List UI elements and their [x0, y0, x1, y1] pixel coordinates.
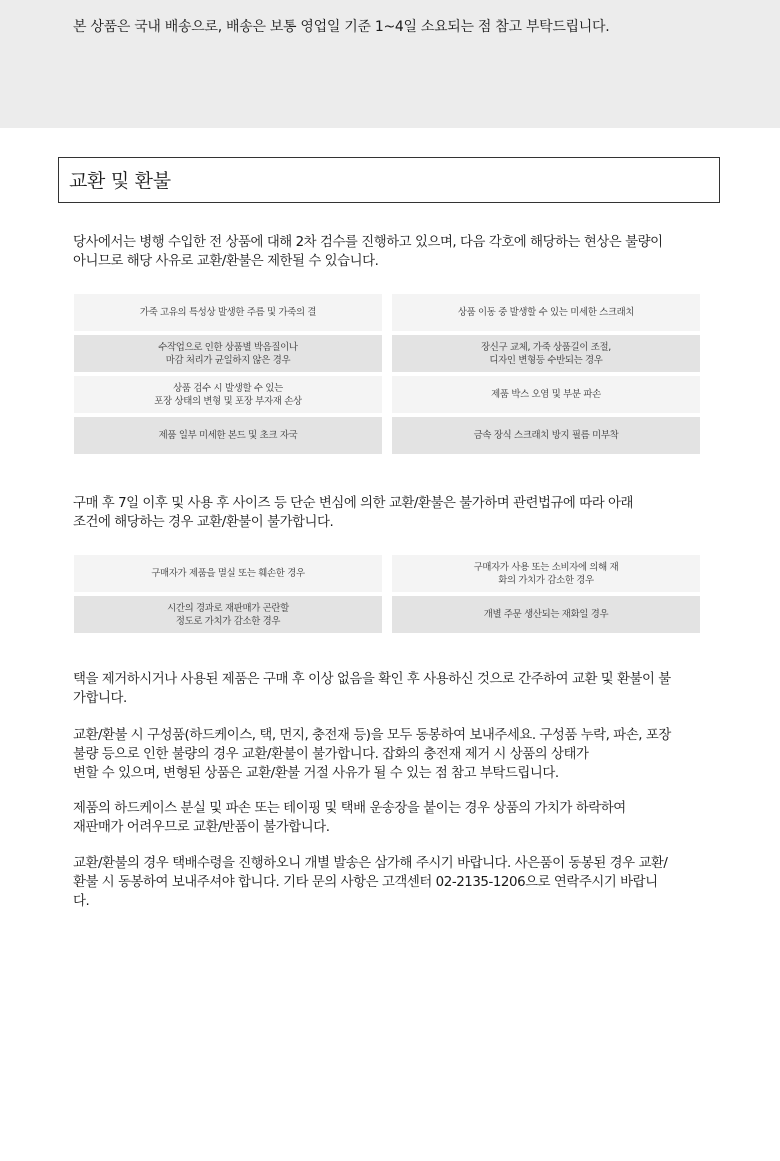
defect-cell — [392, 335, 700, 372]
defects-intro-paragraph — [73, 233, 723, 271]
tag-removal-paragraph — [73, 670, 723, 708]
defect-cell — [74, 417, 382, 454]
defect-cell — [74, 294, 382, 331]
paragraph-line: 다. — [73, 894, 90, 909]
defect-cell-text: 장신구 교체, 가죽 상품길이 조절, 디자인 변형등 수반되는 경우 — [481, 341, 611, 366]
defect-cell-text: 금속 장식 스크래치 방지 필름 미부착 — [473, 430, 619, 441]
paragraph-line: 제품의 하드케이스 분실 및 파손 또는 테이핑 및 택배 운송장을 붙이는 경우 상품의 가치가 하락하여 — [73, 801, 626, 816]
defect-cell-text: 상품 이동 중 발생할 수 있는 미세한 스크래치 — [457, 307, 635, 318]
nonrefund-cell-text: 시간의 경과로 재판매가 곤란할 정도로 가치가 감소한 경우 — [167, 602, 289, 627]
pickup-contact-paragraph — [73, 854, 723, 911]
defect-cell — [74, 376, 382, 413]
defect-cell-text: 상품 검수 시 발생할 수 있는 포장 상태의 변형 및 포장 부자재 손상 — [154, 382, 302, 407]
paragraph-line: 불량 등으로 인한 불량의 경우 교환/환불이 불가합니다. 잡화의 충전재 제거 시 상품의 상태가 — [73, 747, 589, 762]
defect-cell — [392, 376, 700, 413]
paragraph-line: 변할 수 있으며, 변형된 상품은 교환/환불 거절 사유가 될 수 있는 점 참고 부탁드립니다. — [73, 766, 559, 781]
nonrefund-grid — [74, 555, 700, 633]
paragraph-line: 교환/환불 시 구성품(하드케이스, 택, 먼지, 충전재 등)을 모두 동봉하여 보내주세요. 구성품 누락, 파손, 포장 — [73, 728, 671, 743]
paragraph-line: 재판매가 어려우므로 교환/반품이 불가합니다. — [73, 820, 330, 835]
nonrefund-cell — [392, 555, 700, 592]
hardcase-paragraph — [73, 799, 723, 837]
defect-cell-text: 수작업으로 인한 상품별 박음질이나 마감 처리가 균일하지 않은 경우 — [158, 341, 298, 366]
paragraph-line: 가합니다. — [73, 691, 127, 706]
paragraph-line: 조건에 해당하는 경우 교환/환불이 불가합니다. — [73, 515, 334, 530]
defect-cell-text: 제품 박스 오염 및 부분 파손 — [491, 389, 601, 400]
paragraph-line: 환불 시 동봉하여 보내주셔야 합니다. 기타 문의 사항은 고객센터 02-2135-1206으로 연락주시기 바랍니 — [73, 875, 658, 890]
paragraph-line: 당사에서는 병행 수입한 전 상품에 대해 2차 검수를 진행하고 있으며, 다음 각호에 해당하는 현상은 불량이 — [73, 235, 663, 250]
nonrefund-cell-text: 구매자가 사용 또는 소비자에 의해 재 화의 가치가 감소한 경우 — [473, 561, 619, 586]
shipping-notice-banner — [0, 0, 780, 128]
section-title: 교환 및 환불 — [69, 170, 171, 192]
shipping-notice-text: 본 상품은 국내 배송으로, 배송은 보통 영업일 기준 1~4일 소요되는 점 참고 부탁드립니다. — [73, 19, 610, 35]
defects-grid — [74, 294, 700, 454]
paragraph-line: 아니므로 해당 사유로 교환/환불은 제한될 수 있습니다. — [73, 254, 379, 269]
defect-cell — [392, 294, 700, 331]
paragraph-line: 택을 제거하시거나 사용된 제품은 구매 후 이상 없음을 확인 후 사용하신 것으로 간주하여 교환 및 환불이 불 — [73, 672, 671, 687]
nonrefund-cell — [392, 596, 700, 633]
components-paragraph — [73, 726, 723, 783]
nonrefund-cell-text: 개별 주문 생산되는 재화일 경우 — [483, 609, 609, 620]
defect-cell — [74, 335, 382, 372]
defect-cell-text: 제품 일부 미세한 본드 및 초크 자국 — [158, 430, 298, 441]
nonrefund-cell — [74, 555, 382, 592]
nonrefund-cell — [74, 596, 382, 633]
nonrefund-cell-text: 구매자가 제품을 멸실 또는 훼손한 경우 — [151, 568, 305, 579]
nonrefund-intro-paragraph — [73, 494, 723, 532]
paragraph-line: 구매 후 7일 이후 및 사용 후 사이즈 등 단순 변심에 의한 교환/환불은 불가하며 관련법규에 따라 아래 — [73, 496, 633, 511]
defect-cell — [392, 417, 700, 454]
section-title-box — [58, 157, 720, 203]
defect-cell-text: 가죽 고유의 특성상 발생한 주름 및 가죽의 결 — [139, 307, 317, 318]
paragraph-line: 교환/환불의 경우 택배수령을 진행하오니 개별 발송은 삼가해 주시기 바랍니다. 사은품이 동봉된 경우 교환/ — [73, 856, 668, 871]
